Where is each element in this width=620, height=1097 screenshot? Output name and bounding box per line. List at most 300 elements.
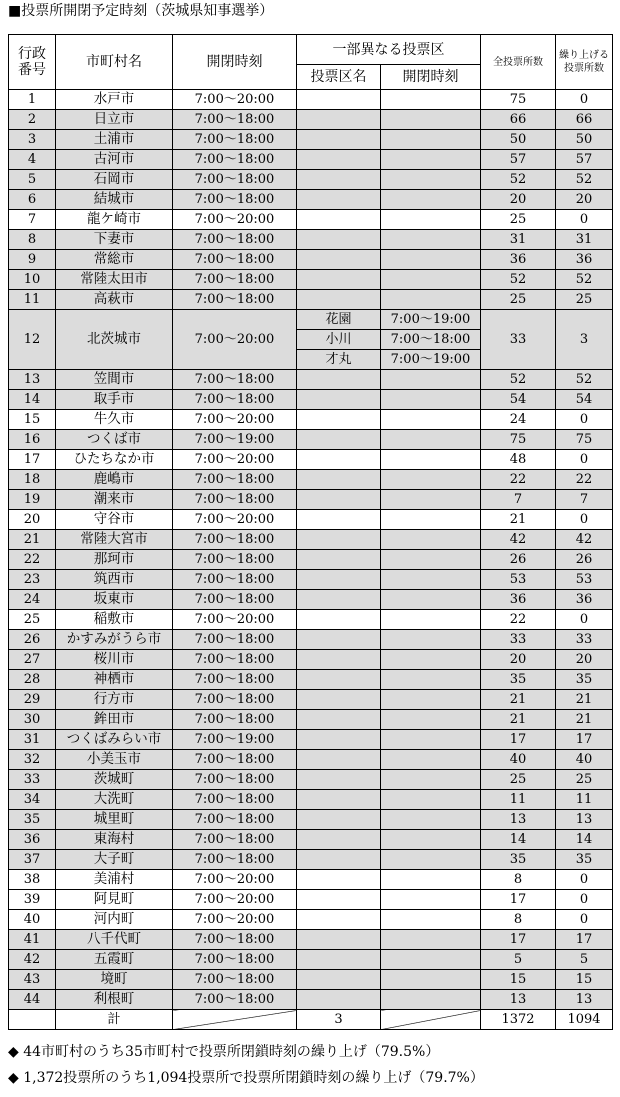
row-partial-time xyxy=(381,430,481,450)
table-row xyxy=(9,90,613,110)
row-name: 北茨城市 xyxy=(56,310,173,370)
note-municipalities: ◆ 44市町村のうち35市町村で投票所閉鎖時刻の繰り上げ（79.5%） xyxy=(8,1044,440,1060)
row-partial-name: 花園 xyxy=(297,310,381,330)
row-no: 34 xyxy=(9,790,56,810)
row-partial-name xyxy=(297,510,381,530)
row-name: 牛久市 xyxy=(56,410,173,430)
row-total: 22 xyxy=(481,470,556,490)
note-polling-stations: ◆ 1,372投票所のうち1,094投票所で投票所閉鎖時刻の繰り上げ（79.7%） xyxy=(8,1070,484,1086)
row-no: 32 xyxy=(9,750,56,770)
row-advanced: 0 xyxy=(556,870,613,890)
row-partial-name xyxy=(297,690,381,710)
row-partial-name xyxy=(297,530,381,550)
row-total: 7 xyxy=(481,490,556,510)
table-row xyxy=(9,130,613,150)
table-row xyxy=(9,670,613,690)
row-no: 7 xyxy=(9,210,56,230)
row-partial-time xyxy=(381,450,481,470)
row-name: 守谷市 xyxy=(56,510,173,530)
table-row xyxy=(9,770,613,790)
row-total: 21 xyxy=(481,510,556,530)
header-time: 開閉時刻 xyxy=(173,35,297,90)
row-name: 鉾田市 xyxy=(56,710,173,730)
row-partial-time: 7:00～19:00 xyxy=(381,310,481,330)
row-partial-name xyxy=(297,190,381,210)
row-partial-name xyxy=(297,950,381,970)
row-no: 18 xyxy=(9,470,56,490)
row-total: 53 xyxy=(481,570,556,590)
table-row xyxy=(9,490,613,510)
row-partial-name xyxy=(297,790,381,810)
row-no: 42 xyxy=(9,950,56,970)
row-partial-time xyxy=(381,710,481,730)
row-advanced: 13 xyxy=(556,990,613,1010)
row-partial-name xyxy=(297,670,381,690)
row-name: 龍ケ崎市 xyxy=(56,210,173,230)
row-partial-name xyxy=(297,90,381,110)
row-partial-name xyxy=(297,410,381,430)
table-row xyxy=(9,890,613,910)
row-advanced: 36 xyxy=(556,250,613,270)
table-row xyxy=(9,450,613,470)
row-name: 稲敷市 xyxy=(56,610,173,630)
row-no: 21 xyxy=(9,530,56,550)
table-row xyxy=(9,610,613,630)
row-partial-time xyxy=(381,590,481,610)
row-advanced: 35 xyxy=(556,850,613,870)
table-row xyxy=(9,830,613,850)
row-partial-time xyxy=(381,750,481,770)
row-no: 35 xyxy=(9,810,56,830)
table-row xyxy=(9,730,613,750)
row-no: 13 xyxy=(9,370,56,390)
row-partial-time xyxy=(381,570,481,590)
row-time: 7:00～18:00 xyxy=(173,370,297,390)
table-row xyxy=(9,190,613,210)
row-time: 7:00～18:00 xyxy=(173,110,297,130)
row-partial-time xyxy=(381,650,481,670)
row-time: 7:00～20:00 xyxy=(173,610,297,630)
row-partial-time xyxy=(381,970,481,990)
header-partial-time: 開閉時刻 xyxy=(381,65,481,90)
row-partial-time xyxy=(381,410,481,430)
row-no: 23 xyxy=(9,570,56,590)
row-name: 土浦市 xyxy=(56,130,173,150)
row-advanced: 22 xyxy=(556,470,613,490)
row-partial-time xyxy=(381,510,481,530)
table-row xyxy=(9,250,613,270)
row-name: 那珂市 xyxy=(56,550,173,570)
row-advanced: 0 xyxy=(556,450,613,470)
row-partial-name xyxy=(297,170,381,190)
row-name: 下妻市 xyxy=(56,230,173,250)
row-partial-time xyxy=(381,490,481,510)
row-partial-name xyxy=(297,230,381,250)
row-no: 36 xyxy=(9,830,56,850)
table-row xyxy=(9,510,613,530)
row-no: 16 xyxy=(9,430,56,450)
row-no: 8 xyxy=(9,230,56,250)
header-partial-name: 投票区名 xyxy=(297,65,381,90)
row-no: 33 xyxy=(9,770,56,790)
row-no: 22 xyxy=(9,550,56,570)
row-advanced: 36 xyxy=(556,590,613,610)
header-partial: 一部異なる投票区 xyxy=(297,35,481,65)
row-no: 39 xyxy=(9,890,56,910)
row-no: 37 xyxy=(9,850,56,870)
table-row xyxy=(9,550,613,570)
row-no: 1 xyxy=(9,90,56,110)
row-total: 35 xyxy=(481,850,556,870)
row-partial-time xyxy=(381,910,481,930)
row-name: 利根町 xyxy=(56,990,173,1010)
row-time: 7:00～18:00 xyxy=(173,930,297,950)
table-row xyxy=(9,630,613,650)
row-time: 7:00～18:00 xyxy=(173,170,297,190)
row-time: 7:00～18:00 xyxy=(173,470,297,490)
row-partial-name xyxy=(297,610,381,630)
row-partial-time xyxy=(381,790,481,810)
row-partial-name xyxy=(297,110,381,130)
row-no: 41 xyxy=(9,930,56,950)
row-time: 7:00～18:00 xyxy=(173,150,297,170)
row-partial-name xyxy=(297,730,381,750)
row-name: 神栖市 xyxy=(56,670,173,690)
row-no: 43 xyxy=(9,970,56,990)
table-row xyxy=(9,110,613,130)
row-name: 笠間市 xyxy=(56,370,173,390)
row-partial-name xyxy=(297,470,381,490)
row-no: 17 xyxy=(9,450,56,470)
row-total: 57 xyxy=(481,150,556,170)
row-partial-time xyxy=(381,130,481,150)
table-row xyxy=(9,410,613,430)
row-time: 7:00～18:00 xyxy=(173,690,297,710)
row-time: 7:00～18:00 xyxy=(173,850,297,870)
row-advanced: 25 xyxy=(556,290,613,310)
table-row xyxy=(9,230,613,250)
row-partial-time xyxy=(381,630,481,650)
row-advanced: 40 xyxy=(556,750,613,770)
row-total: 8 xyxy=(481,910,556,930)
row-time: 7:00～20:00 xyxy=(173,870,297,890)
row-partial-name xyxy=(297,910,381,930)
row-partial-name xyxy=(297,830,381,850)
row-partial-name xyxy=(297,870,381,890)
row-total: 25 xyxy=(481,290,556,310)
row-name: 城里町 xyxy=(56,810,173,830)
table-row xyxy=(9,650,613,670)
row-no: 38 xyxy=(9,870,56,890)
table-row xyxy=(9,870,613,890)
row-partial-time xyxy=(381,530,481,550)
row-advanced: 3 xyxy=(556,310,613,370)
row-time: 7:00～20:00 xyxy=(173,910,297,930)
table-row xyxy=(9,390,613,410)
header-total: 全投票所数 xyxy=(481,35,556,90)
row-no: 11 xyxy=(9,290,56,310)
row-partial-name xyxy=(297,250,381,270)
table-row xyxy=(9,370,613,390)
row-no: 25 xyxy=(9,610,56,630)
row-partial-time xyxy=(381,670,481,690)
row-advanced: 7 xyxy=(556,490,613,510)
row-time: 7:00～20:00 xyxy=(173,890,297,910)
row-time: 7:00～18:00 xyxy=(173,710,297,730)
row-partial-time xyxy=(381,270,481,290)
row-name: 水戸市 xyxy=(56,90,173,110)
row-name: かすみがうら市 xyxy=(56,630,173,650)
row-advanced: 35 xyxy=(556,670,613,690)
row-partial-time xyxy=(381,730,481,750)
row-advanced: 14 xyxy=(556,830,613,850)
row-partial-name xyxy=(297,650,381,670)
table-row xyxy=(9,850,613,870)
row-total: 22 xyxy=(481,610,556,630)
row-advanced: 33 xyxy=(556,630,613,650)
table-body xyxy=(9,90,613,1030)
row-partial-name xyxy=(297,570,381,590)
row-total: 20 xyxy=(481,650,556,670)
row-name: 筑西市 xyxy=(56,570,173,590)
row-partial-time xyxy=(381,810,481,830)
row-time: 7:00～18:00 xyxy=(173,190,297,210)
row-no: 4 xyxy=(9,150,56,170)
row-total: 26 xyxy=(481,550,556,570)
row-partial-name xyxy=(297,970,381,990)
row-partial-time xyxy=(381,390,481,410)
row-no: 27 xyxy=(9,650,56,670)
row-name: 東海村 xyxy=(56,830,173,850)
row-partial-time: 7:00～19:00 xyxy=(381,350,481,370)
row-total: 13 xyxy=(481,810,556,830)
row-total: 40 xyxy=(481,750,556,770)
row-partial-time xyxy=(381,950,481,970)
row-partial-name xyxy=(297,210,381,230)
row-name: つくば市 xyxy=(56,430,173,450)
row-total: 21 xyxy=(481,710,556,730)
row-partial-name xyxy=(297,770,381,790)
row-advanced: 66 xyxy=(556,110,613,130)
row-time: 7:00～18:00 xyxy=(173,590,297,610)
row-no: 26 xyxy=(9,630,56,650)
table-row xyxy=(9,750,613,770)
row-partial-time xyxy=(381,990,481,1010)
row-total: 48 xyxy=(481,450,556,470)
row-time: 7:00～18:00 xyxy=(173,130,297,150)
table-row xyxy=(9,910,613,930)
row-name: 鹿嶋市 xyxy=(56,470,173,490)
row-time: 7:00～18:00 xyxy=(173,490,297,510)
row-no: 31 xyxy=(9,730,56,750)
row-advanced: 25 xyxy=(556,770,613,790)
table-row xyxy=(9,790,613,810)
row-partial-name xyxy=(297,290,381,310)
row-name: 美浦村 xyxy=(56,870,173,890)
row-advanced: 42 xyxy=(556,530,613,550)
row-advanced: 26 xyxy=(556,550,613,570)
row-advanced: 0 xyxy=(556,890,613,910)
row-partial-name xyxy=(297,890,381,910)
row-advanced: 20 xyxy=(556,190,613,210)
row-total: 36 xyxy=(481,250,556,270)
table-row xyxy=(9,710,613,730)
row-time: 7:00～20:00 xyxy=(173,450,297,470)
row-advanced: 57 xyxy=(556,150,613,170)
row-time: 7:00～18:00 xyxy=(173,250,297,270)
row-partial-name xyxy=(297,930,381,950)
row-name: 境町 xyxy=(56,970,173,990)
row-advanced: 54 xyxy=(556,390,613,410)
polling-hours-table xyxy=(8,34,613,1030)
row-time: 7:00～18:00 xyxy=(173,830,297,850)
row-advanced: 75 xyxy=(556,430,613,450)
table-row xyxy=(9,690,613,710)
table-row xyxy=(9,310,613,330)
table-row xyxy=(9,210,613,230)
row-partial-name xyxy=(297,810,381,830)
row-partial-time xyxy=(381,210,481,230)
row-total: 75 xyxy=(481,90,556,110)
row-total: 33 xyxy=(481,310,556,370)
row-partial-name xyxy=(297,850,381,870)
row-name: 結城市 xyxy=(56,190,173,210)
row-partial-time xyxy=(381,930,481,950)
row-time: 7:00～18:00 xyxy=(173,650,297,670)
row-partial-time xyxy=(381,290,481,310)
row-no: 14 xyxy=(9,390,56,410)
header-advanced: 繰り上げる 投票所数 xyxy=(556,35,613,90)
row-no: 20 xyxy=(9,510,56,530)
row-name: 桜川市 xyxy=(56,650,173,670)
row-time: 7:00～18:00 xyxy=(173,990,297,1010)
row-total: 31 xyxy=(481,230,556,250)
row-no: 19 xyxy=(9,490,56,510)
header-no: 行政 番号 xyxy=(9,35,56,90)
table-row xyxy=(9,930,613,950)
page-title: ■投票所開閉予定時刻（茨城県知事選挙） xyxy=(8,3,274,19)
row-name: 潮来市 xyxy=(56,490,173,510)
row-name: 五霞町 xyxy=(56,950,173,970)
row-partial-time: 7:00～18:00 xyxy=(381,330,481,350)
row-partial-time xyxy=(381,870,481,890)
row-name: 常総市 xyxy=(56,250,173,270)
row-time: 7:00～18:00 xyxy=(173,530,297,550)
row-partial-name xyxy=(297,150,381,170)
row-partial-name xyxy=(297,630,381,650)
row-total: 33 xyxy=(481,630,556,650)
table-row xyxy=(9,170,613,190)
row-time: 7:00～18:00 xyxy=(173,810,297,830)
row-total: 5 xyxy=(481,950,556,970)
row-name: 八千代町 xyxy=(56,930,173,950)
row-partial-time xyxy=(381,890,481,910)
total-time-slash xyxy=(173,1010,297,1030)
row-no: 28 xyxy=(9,670,56,690)
row-advanced: 5 xyxy=(556,950,613,970)
row-time: 7:00～18:00 xyxy=(173,750,297,770)
row-time: 7:00～18:00 xyxy=(173,390,297,410)
row-partial-name xyxy=(297,130,381,150)
row-total: 35 xyxy=(481,670,556,690)
row-time: 7:00～18:00 xyxy=(173,270,297,290)
row-time: 7:00～18:00 xyxy=(173,570,297,590)
row-advanced: 15 xyxy=(556,970,613,990)
row-no: 2 xyxy=(9,110,56,130)
row-name: 日立市 xyxy=(56,110,173,130)
row-name: 古河市 xyxy=(56,150,173,170)
total-advanced: 1094 xyxy=(556,1010,613,1030)
row-total: 17 xyxy=(481,890,556,910)
table-row xyxy=(9,990,613,1010)
row-name: 河内町 xyxy=(56,910,173,930)
row-name: 石岡市 xyxy=(56,170,173,190)
row-time: 7:00～20:00 xyxy=(173,210,297,230)
row-partial-time xyxy=(381,150,481,170)
row-time: 7:00～20:00 xyxy=(173,410,297,430)
row-partial-time xyxy=(381,190,481,210)
row-total: 75 xyxy=(481,430,556,450)
total-polling-stations: 1372 xyxy=(481,1010,556,1030)
row-advanced: 0 xyxy=(556,410,613,430)
table-row xyxy=(9,590,613,610)
row-advanced: 53 xyxy=(556,570,613,590)
row-no: 12 xyxy=(9,310,56,370)
row-partial-time xyxy=(381,550,481,570)
row-time: 7:00～18:00 xyxy=(173,550,297,570)
row-time: 7:00～18:00 xyxy=(173,970,297,990)
row-total: 17 xyxy=(481,930,556,950)
row-advanced: 21 xyxy=(556,690,613,710)
row-total: 21 xyxy=(481,690,556,710)
row-advanced: 21 xyxy=(556,710,613,730)
row-partial-name xyxy=(297,390,381,410)
row-advanced: 0 xyxy=(556,210,613,230)
row-total: 52 xyxy=(481,370,556,390)
row-name: 坂東市 xyxy=(56,590,173,610)
row-time: 7:00～20:00 xyxy=(173,510,297,530)
row-time: 7:00～20:00 xyxy=(173,310,297,370)
row-partial-name xyxy=(297,370,381,390)
row-total: 17 xyxy=(481,730,556,750)
header-name: 市町村名 xyxy=(56,35,173,90)
row-name: 常陸太田市 xyxy=(56,270,173,290)
row-time: 7:00～20:00 xyxy=(173,90,297,110)
row-no: 24 xyxy=(9,590,56,610)
total-label: 計 xyxy=(56,1010,173,1030)
row-time: 7:00～19:00 xyxy=(173,430,297,450)
row-partial-time xyxy=(381,850,481,870)
row-partial-name xyxy=(297,710,381,730)
row-no: 3 xyxy=(9,130,56,150)
row-advanced: 52 xyxy=(556,370,613,390)
row-partial-time xyxy=(381,690,481,710)
row-advanced: 31 xyxy=(556,230,613,250)
row-partial-name xyxy=(297,450,381,470)
row-total: 15 xyxy=(481,970,556,990)
row-partial-time xyxy=(381,90,481,110)
row-no: 9 xyxy=(9,250,56,270)
row-partial-time xyxy=(381,770,481,790)
row-name: ひたちなか市 xyxy=(56,450,173,470)
row-time: 7:00～18:00 xyxy=(173,630,297,650)
row-total: 42 xyxy=(481,530,556,550)
total-no-blank xyxy=(9,1010,56,1030)
row-total: 11 xyxy=(481,790,556,810)
table-row xyxy=(9,290,613,310)
row-partial-time xyxy=(381,250,481,270)
row-advanced: 13 xyxy=(556,810,613,830)
